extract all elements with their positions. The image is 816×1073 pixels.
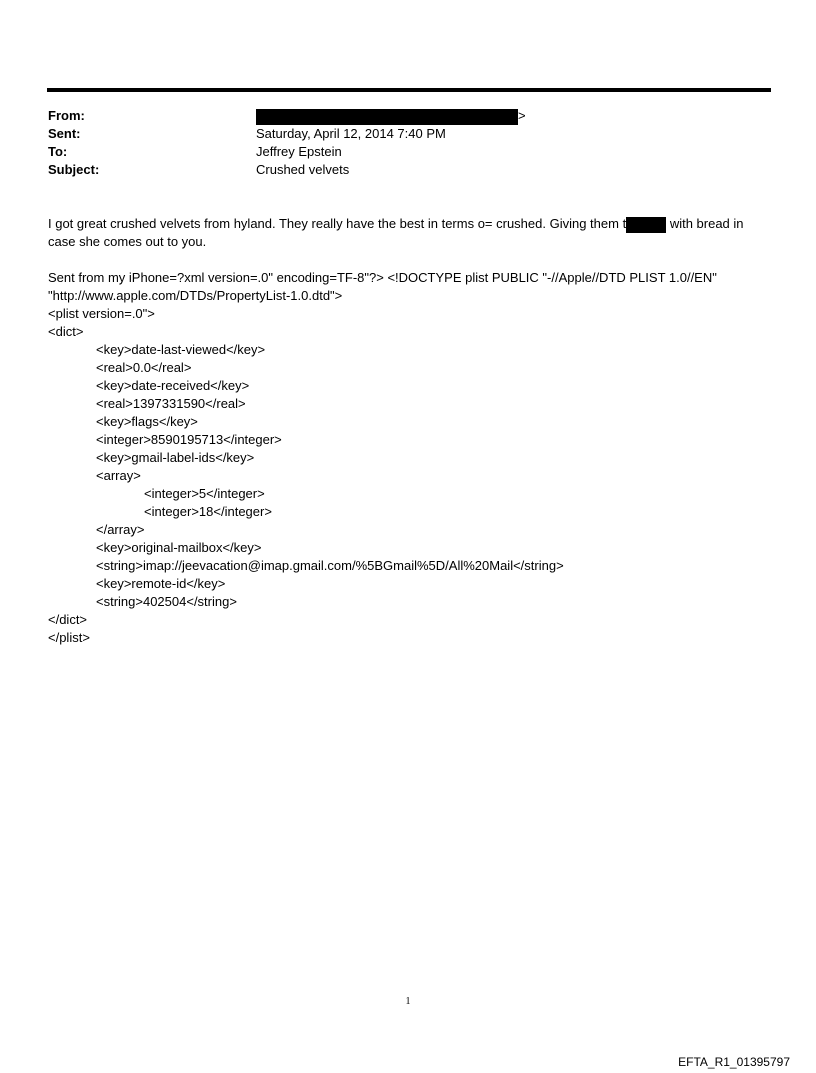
body-line: <integer>5</integer> (144, 486, 265, 501)
redaction-block (626, 217, 666, 233)
body-line: </dict> (48, 612, 88, 627)
document-id: EFTA_R1_01395797 (678, 1055, 790, 1069)
body-line: case she comes out to you. (48, 234, 207, 249)
body-line: <key>original-mailbox</key> (96, 540, 262, 555)
body-line: <integer>18</integer> (144, 504, 272, 519)
body-line: <string>402504</string> (96, 594, 237, 609)
header-rule (47, 88, 771, 92)
from-suffix: > (518, 108, 526, 123)
body-line: <array> (96, 468, 141, 483)
body-line: <plist version=.0"> (48, 306, 155, 321)
body-line: <key>gmail-label-ids</key> (96, 450, 255, 465)
body-line (48, 215, 773, 233)
body-line: <key>remote-id</key> (96, 576, 226, 591)
body-line: <key>flags</key> (96, 414, 198, 429)
body-text: with bread in (669, 216, 744, 231)
to-value: Jeffrey Epstein (256, 144, 342, 159)
blank-line (48, 251, 773, 269)
body-line: <key>date-last-viewed</key> (96, 342, 266, 357)
page-number: 1 (405, 996, 411, 1007)
body-line: <real>1397331590</real> (96, 396, 246, 411)
body-line: <string>imap://jeevacation@imap.gmail.com/%5BGmail%5D/All%20Mail</string> (96, 558, 564, 573)
subject-label: Subject: (48, 162, 100, 177)
subject-value: Crushed velvets (256, 162, 350, 177)
body-line: Sent from my iPhone=?xml version=.0" encoding=TF-8"?> <!DOCTYPE plist PUBLIC "-//Apple//DTD PLIST 1.0//EN" (48, 270, 717, 285)
body-line: <real>0.0</real> (96, 360, 192, 375)
body-line: <dict> (48, 324, 84, 339)
redaction-block (256, 109, 518, 125)
body-text: I got great crushed velvets from hyland. They really have the best in terms o= crushed. Giving them t (48, 216, 627, 231)
body-line: "http://www.apple.com/DTDs/PropertyList-1.0.dtd"> (48, 288, 343, 303)
sent-value: Saturday, April 12, 2014 7:40 PM (256, 126, 446, 141)
sent-label: Sent: (48, 126, 81, 141)
body-line: </plist> (48, 630, 90, 645)
body-line: </array> (96, 522, 145, 537)
body-line: <key>date-received</key> (96, 378, 250, 393)
from-label: From: (48, 108, 85, 123)
body-line: <integer>8590195713</integer> (96, 432, 282, 447)
to-label: To: (48, 144, 68, 159)
message-body (48, 215, 773, 647)
from-value (256, 107, 526, 125)
